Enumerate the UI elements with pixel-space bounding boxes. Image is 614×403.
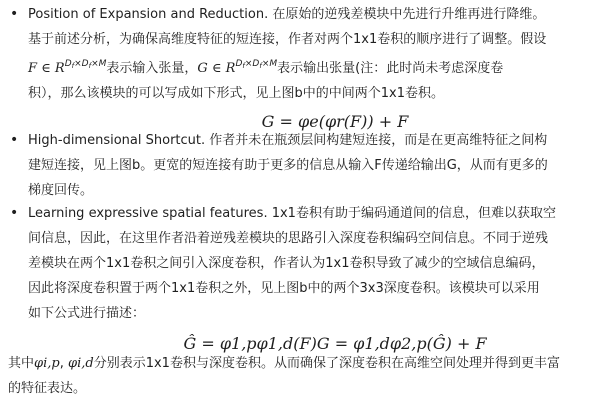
paragraph-line: Learning expressive spatial features. 1x1卷积有助于编码通道间的信息，但难以获取空 <box>28 206 556 221</box>
paragraph-text: 表示输出张量(注：此时尚未考虑深度卷 <box>277 61 504 76</box>
paragraph-line: High-dimensional Shortcut. 作者并未在瓶颈层间构建短连接，而是在更高维特征之间构 <box>28 133 548 148</box>
paragraph-text: 其中 <box>8 356 35 371</box>
paragraph-line: 差模块在两个1x1卷积之间引入深度卷积，作者认为1x1卷积导致了减少的空域信息编码， <box>28 256 545 271</box>
math-sup: Df×Df×M <box>235 59 278 70</box>
formula: Ĝ = φ1,pφ1,d(F)G = φ1,dφ2,p(Ĝ) + F <box>183 334 487 353</box>
bullet: • <box>10 6 19 22</box>
paragraph-line <box>8 351 614 376</box>
math-symbol: ∈ R <box>37 61 65 76</box>
math-var: φi,p <box>34 356 60 371</box>
paragraph-text: , <box>59 356 68 371</box>
math-var: G <box>197 61 208 76</box>
list-item <box>0 128 614 203</box>
math-var: F <box>28 61 38 76</box>
closing-paragraph <box>0 351 614 401</box>
list-item <box>0 201 614 358</box>
list-item <box>0 2 614 136</box>
math-var: φi,d <box>68 356 94 371</box>
formula: G = φe(φr(F)) + F <box>261 112 409 131</box>
bullet: • <box>10 132 19 148</box>
paragraph-line <box>28 52 614 81</box>
paragraph-line: 因此将深度卷积置于两个1x1卷积之外，见上图b中的两个3x3深度卷积。该模块可以采用 <box>28 281 540 296</box>
paragraph-text: 表示输入张量， <box>106 61 198 76</box>
paragraph-text: 分别表示1x1卷积与深度卷积。从而确保了深度卷积在高维空间处理并得到更丰富 <box>93 356 560 371</box>
paragraph-line: 积），那么该模块的可以写成如下形式，见上图b中的中间两个1x1卷积。 <box>28 86 444 101</box>
bullet: • <box>10 205 19 221</box>
math-sup: Df×Df×M <box>64 59 107 70</box>
paragraph-line: 基于前述分析，为确保高维度特征的短连接，作者对两个1x1卷积的顺序进行了调整。假设 <box>28 32 547 47</box>
paragraph-line: 的特征表达。 <box>8 381 87 396</box>
paragraph-line: 梯度回传。 <box>28 183 94 198</box>
paragraph-line: 建短连接，见上图b。更宽的短连接有助于更多的信息从输入F传递给输出G，从而有更多的 <box>28 158 548 173</box>
paragraph-line: 间信息，因此，在这里作者沿着逆残差模块的思路引入深度卷积编码空间信息。不同于逆残 <box>28 231 549 246</box>
paragraph-line: 如下公式进行描述： <box>28 306 146 321</box>
math-symbol: ∈ R <box>207 61 236 76</box>
paragraph-line: Position of Expansion and Reduction. 在原始的逆残差模块中先进行升维再进行降维。 <box>28 7 546 22</box>
